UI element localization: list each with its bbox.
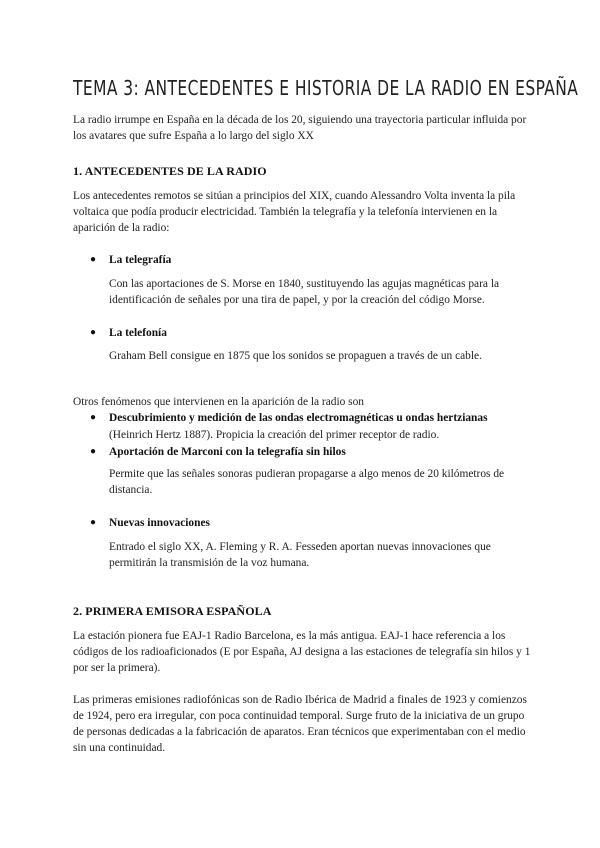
bullet-icon: ● (90, 517, 97, 528)
list-item-label: La telefonía (109, 327, 167, 339)
list-item-text: Entrado el siglo XX, A. Fleming y R. A. Fesseden aportan nuevas innovaciones que permitirán la transmisión de la voz humana. (109, 541, 491, 569)
others-intro: Otros fenómenos que intervienen en la aparición de la radio son (73, 396, 364, 408)
intro-paragraph: La radio irrumpe en España en la década de los 20, siguiendo una trayectoria particular influida por los avatares que sufre España a lo largo del siglo XX (73, 114, 527, 142)
bullet-icon: ● (90, 446, 97, 457)
list-item-label: La telegrafía (109, 254, 172, 266)
bullet-icon: ● (90, 327, 97, 338)
section-2-paragraph-2: Las primeras emisiones radiofónicas son de Radio Ibérica de Madrid a finales de 1923 y comienzos de 1924, pero era irregular, con poca continuidad temporal. Surge fruto de la iniciativa de un grupo de personas dedicadas a la fabricación de aparatos. Eran técnicos que experimentaban con el medio sin una continuidad. (73, 694, 527, 754)
list-item-label: Nuevas innovaciones (109, 517, 210, 529)
list-item-text: Graham Bell consigue en 1875 que los sonidos se propaguen a través de un cable. (109, 350, 482, 362)
section-2-paragraph-1: La estación pionera fue EAJ-1 Radio Barcelona, es la más antigua. EAJ-1 hace referencia a los códigos de los radioaficionados (E por España, AJ designa a las estaciones de telegrafía sin hilos y 1 por ser la primera). (73, 630, 531, 674)
section-2-heading: 2. PRIMERA EMISORA ESPAÑOLA (73, 604, 272, 618)
list-item-text: Permite que las señales sonoras pudieran propagarse a algo menos de 20 kilómetros de distancia. (109, 468, 505, 496)
bullet-icon: ● (90, 254, 97, 265)
list-item-label: Aportación de Marconi con la telegrafía sin hilos (109, 446, 346, 458)
section-1-paragraph: Los antecedentes remotos se sitúan a principios del XIX, cuando Alessandro Volta inventa la pila voltaica que podía producir electricidad. También la telegrafía y la telefonía intervienen en la aparición de la radio: (73, 190, 516, 234)
list-item-text: Con las aportaciones de S. Morse en 1840, sustituyendo las agujas magnéticas para la identificación de señales por una tira de papel, y por la creación del código Morse. (109, 278, 500, 306)
list-item-text: (Heinrich Hertz 1887). Propicia la creación del primer receptor de radio. (109, 429, 440, 441)
page-title: TEMA 3: ANTECEDENTES E HISTORIA DE LA RADIO EN ESPAÑA (73, 76, 579, 100)
bullet-icon: ● (90, 412, 97, 423)
list-item-label: Descubrimiento y medición de las ondas electromagnéticas u ondas hertzianas (109, 412, 488, 424)
section-1-heading: 1. ANTECEDENTES DE LA RADIO (73, 164, 267, 178)
